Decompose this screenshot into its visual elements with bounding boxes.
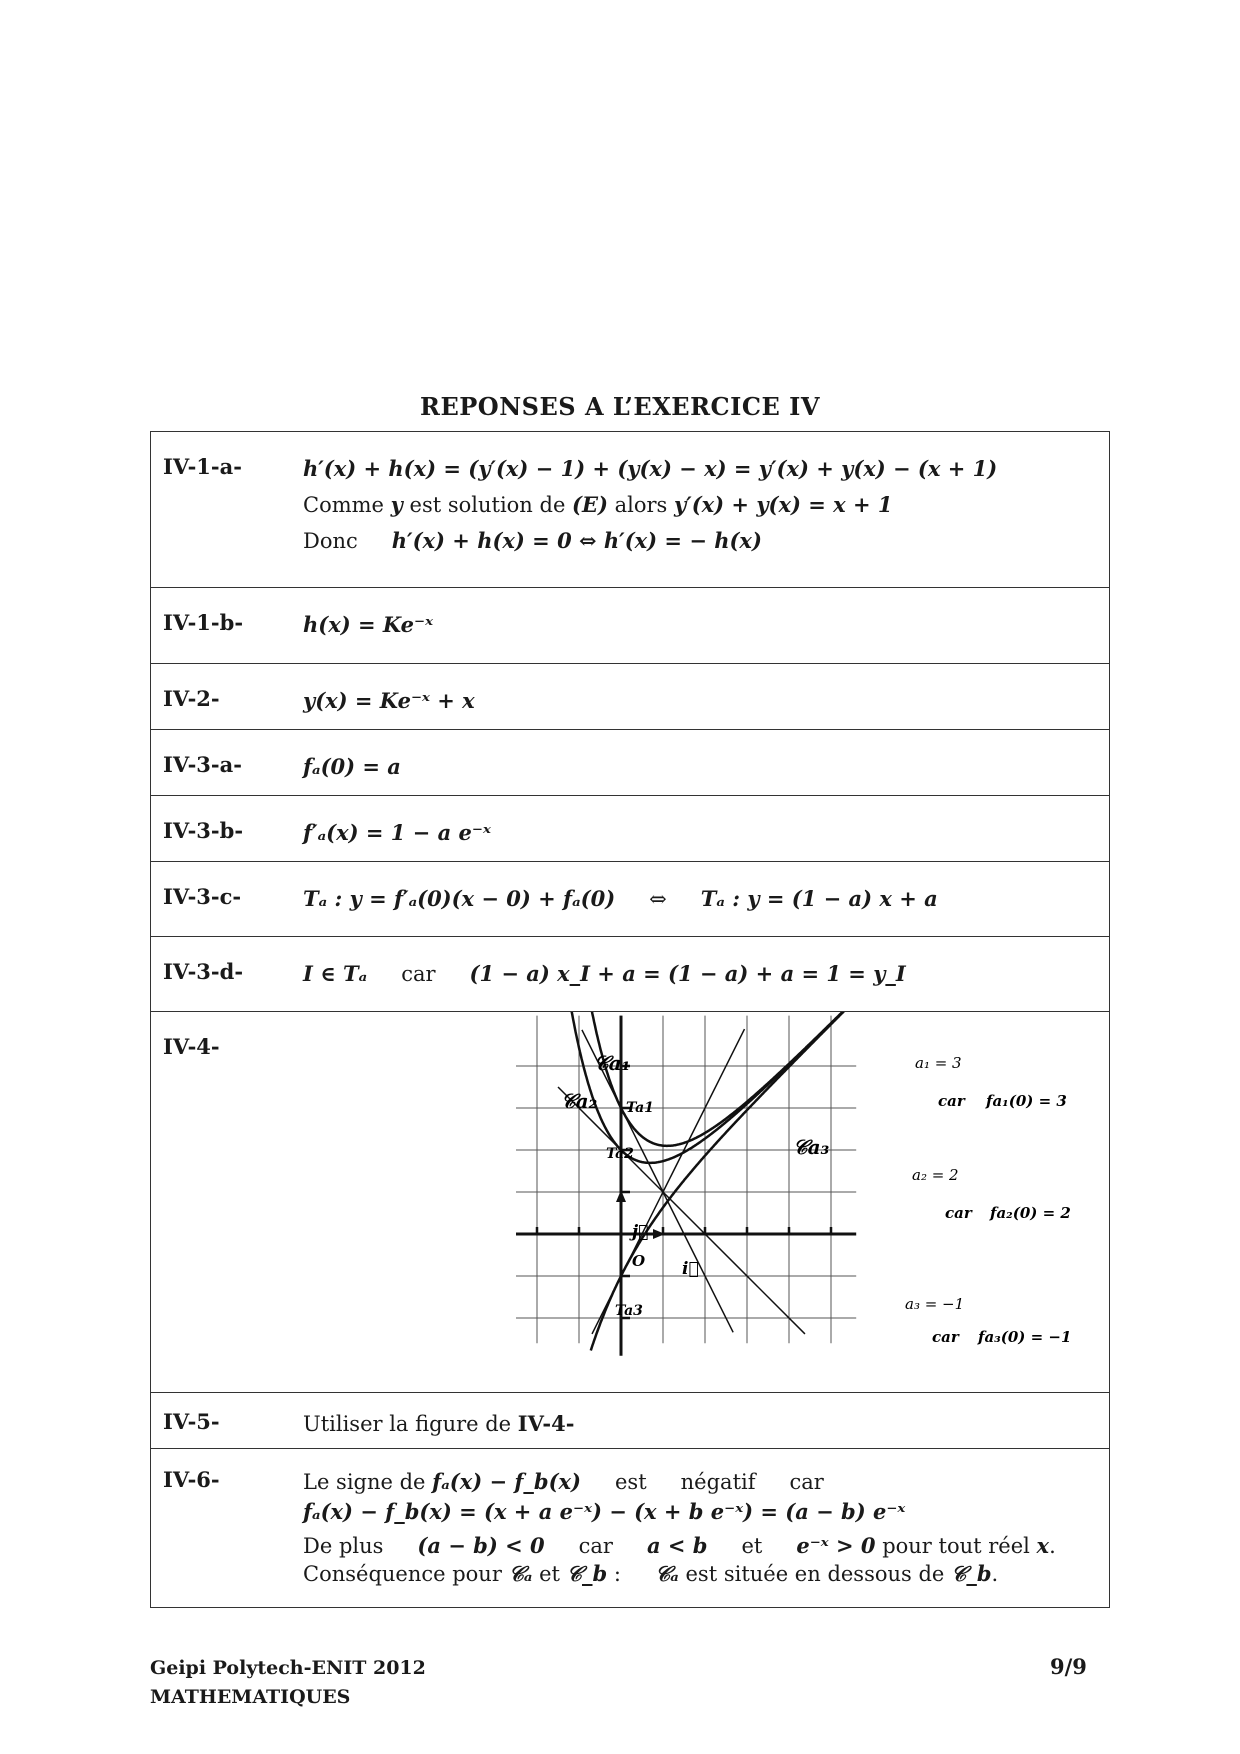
equation-line: fₐ(0) = a (303, 754, 401, 779)
math-fragment: Tₐ : y = (1 − a) x + a (700, 886, 938, 911)
text-fragment: . (991, 1562, 999, 1586)
row-label: IV-5- (151, 1393, 294, 1449)
row-content (293, 937, 1110, 1012)
tangent-label-ta2: Ta2 (606, 1146, 634, 1162)
j-vector-label: j⃗ (632, 1222, 649, 1242)
math-fragment: 𝒞ₐ (654, 1561, 679, 1586)
math-fragment: 𝒞_b (566, 1561, 608, 1586)
row-label: IV-6- (151, 1449, 294, 1608)
text-fragment: : (607, 1562, 621, 1586)
answer-row-iv-1-b (151, 588, 1110, 664)
math-fragment: x (1036, 1533, 1050, 1558)
answer-row-iv-2 (151, 664, 1110, 730)
math-fragment: I ∈ Tₐ (303, 961, 368, 986)
equivalence-symbol: ⇔ (649, 887, 667, 911)
annotation-f3: fa₃(0) = −1 (978, 1328, 1072, 1346)
text-line (303, 1531, 1099, 1559)
footer-left (150, 1654, 426, 1712)
text-fragment: car (401, 962, 436, 986)
tangent-label-ta1: Ta1 (626, 1100, 654, 1116)
row-content (293, 730, 1110, 796)
equation-line (303, 959, 1099, 995)
math-fragment: (E) (572, 492, 608, 517)
equation-line: h′(x) + h(x) = (y′(x) − 1) + (y(x) − x) = y′(x) + y(x) − (x + 1) (303, 456, 998, 481)
figure-cell (293, 1012, 1110, 1393)
text-line (303, 1559, 1099, 1595)
text-line (303, 490, 1099, 526)
text-fragment: Le signe de (303, 1470, 433, 1494)
equation-line: f′ₐ(x) = 1 − a e⁻ˣ (303, 820, 491, 845)
origin-label: O (632, 1252, 646, 1270)
tangent-label-ta3: Ta3 (615, 1303, 643, 1319)
text-fragment: Utiliser la figure de (303, 1412, 518, 1436)
annotation-car: car (938, 1092, 965, 1110)
row-content (293, 588, 1110, 664)
equation-line: y(x) = Ke⁻ˣ + x (303, 688, 475, 713)
footer-institution: Geipi Polytech-ENIT 2012 (150, 1657, 426, 1679)
row-content (293, 796, 1110, 862)
curve-label-ca1: 𝒞a₁ (594, 1051, 631, 1075)
text-fragment: et (741, 1534, 763, 1558)
text-fragment: Comme (303, 493, 391, 517)
math-fragment: y (390, 492, 403, 517)
axes (516, 1016, 856, 1356)
row-label: IV-3-b- (151, 796, 294, 862)
annotation-car: car (932, 1328, 959, 1346)
annotation-a2: a₂ = 2 (912, 1166, 959, 1184)
text-line (303, 526, 1099, 562)
footer-subject: MATHEMATIQUES (150, 1686, 351, 1708)
text-fragment: est (615, 1470, 647, 1494)
math-fragment: a < b (646, 1533, 708, 1558)
row-label: IV-2- (151, 664, 294, 730)
text-line (303, 1409, 1099, 1445)
row-label: IV-3-a- (151, 730, 294, 796)
tangent-ca2 (558, 1087, 805, 1334)
answers-table (150, 431, 1110, 1608)
answer-row-iv-3-b (151, 796, 1110, 862)
math-fragment: y′(x) + y(x) = x + 1 (673, 492, 893, 517)
row-label: IV-1-b- (151, 588, 294, 664)
answer-row-iv-3-c (151, 862, 1110, 937)
text-fragment: Conséquence pour (303, 1562, 509, 1586)
page-number: 9/9 (1050, 1654, 1087, 1679)
answer-row-iv-4 (151, 1012, 1110, 1393)
equation-line: h(x) = Ke⁻ˣ (303, 612, 433, 637)
curve-label-ca3: 𝒞a₃ (793, 1135, 830, 1159)
curve-label-ca2: 𝒞a₂ (561, 1089, 598, 1113)
page-title: REPONSES A L’EXERCICE IV (420, 392, 820, 421)
answer-row-iv-6 (151, 1449, 1110, 1608)
math-fragment: Tₐ : y = f′ₐ(0)(x − 0) + fₐ(0) (303, 886, 616, 911)
answer-row-iv-1-a (151, 432, 1110, 588)
row-content (293, 432, 1110, 588)
annotation-a1: a₁ = 3 (915, 1054, 962, 1072)
math-fragment: (1 − a) x_I + a = (1 − a) + a = 1 = y_I (469, 961, 906, 986)
row-label: IV-1-a- (151, 432, 294, 588)
text-fragment: Donc (303, 529, 358, 553)
answer-row-iv-3-a (151, 730, 1110, 796)
row-content (293, 664, 1110, 730)
annotation-a3: a₃ = −1 (905, 1295, 965, 1313)
text-fragment: et (532, 1562, 567, 1586)
row-label: IV-3-c- (151, 862, 294, 937)
text-fragment: est située en dessous de (678, 1562, 952, 1586)
function-graph (293, 1012, 1119, 1391)
row-content (293, 1393, 1110, 1449)
math-fragment: h′(x) + h(x) = 0 ⇔ h′(x) = − h(x) (391, 528, 762, 553)
row-content (293, 862, 1110, 937)
i-vector-label: i⃗ (682, 1259, 699, 1279)
text-fragment: car (578, 1534, 613, 1558)
math-fragment: 𝒞ₐ (508, 1561, 533, 1586)
math-fragment: e⁻ˣ > 0 (796, 1533, 876, 1558)
text-fragment: car (789, 1470, 824, 1494)
answer-row-iv-5 (151, 1393, 1110, 1449)
equation-line (303, 884, 1099, 920)
math-fragment: 𝒞_b (951, 1561, 992, 1586)
equation-line: fₐ(x) − f_b(x) = (x + a e⁻ˣ) − (x + b e⁻ˣ) = (a − b) e⁻ˣ (303, 1499, 906, 1524)
row-label: IV-3-d- (151, 937, 294, 1012)
text-fragment: alors (607, 493, 674, 517)
tangent-ca1 (582, 1030, 733, 1332)
figure-labels (561, 1051, 1071, 1346)
text-line (303, 1467, 1099, 1497)
row-content (293, 1449, 1110, 1608)
text-fragment: De plus (303, 1534, 384, 1558)
math-fragment: fₐ(x) − f_b(x) (432, 1469, 581, 1494)
math-fragment: (a − b) < 0 (417, 1533, 545, 1558)
answer-row-iv-3-d (151, 937, 1110, 1012)
reference-fragment: IV-4- (517, 1411, 575, 1436)
annotation-f2: fa₂(0) = 2 (990, 1204, 1071, 1222)
text-fragment: pour tout réel (875, 1534, 1037, 1558)
text-fragment: est solution de (402, 493, 573, 517)
annotation-f1: fa₁(0) = 3 (986, 1092, 1067, 1110)
text-fragment: négatif (680, 1470, 756, 1494)
annotation-car: car (945, 1204, 972, 1222)
row-label: IV-4- (151, 1012, 294, 1393)
text-fragment: . (1049, 1534, 1056, 1558)
